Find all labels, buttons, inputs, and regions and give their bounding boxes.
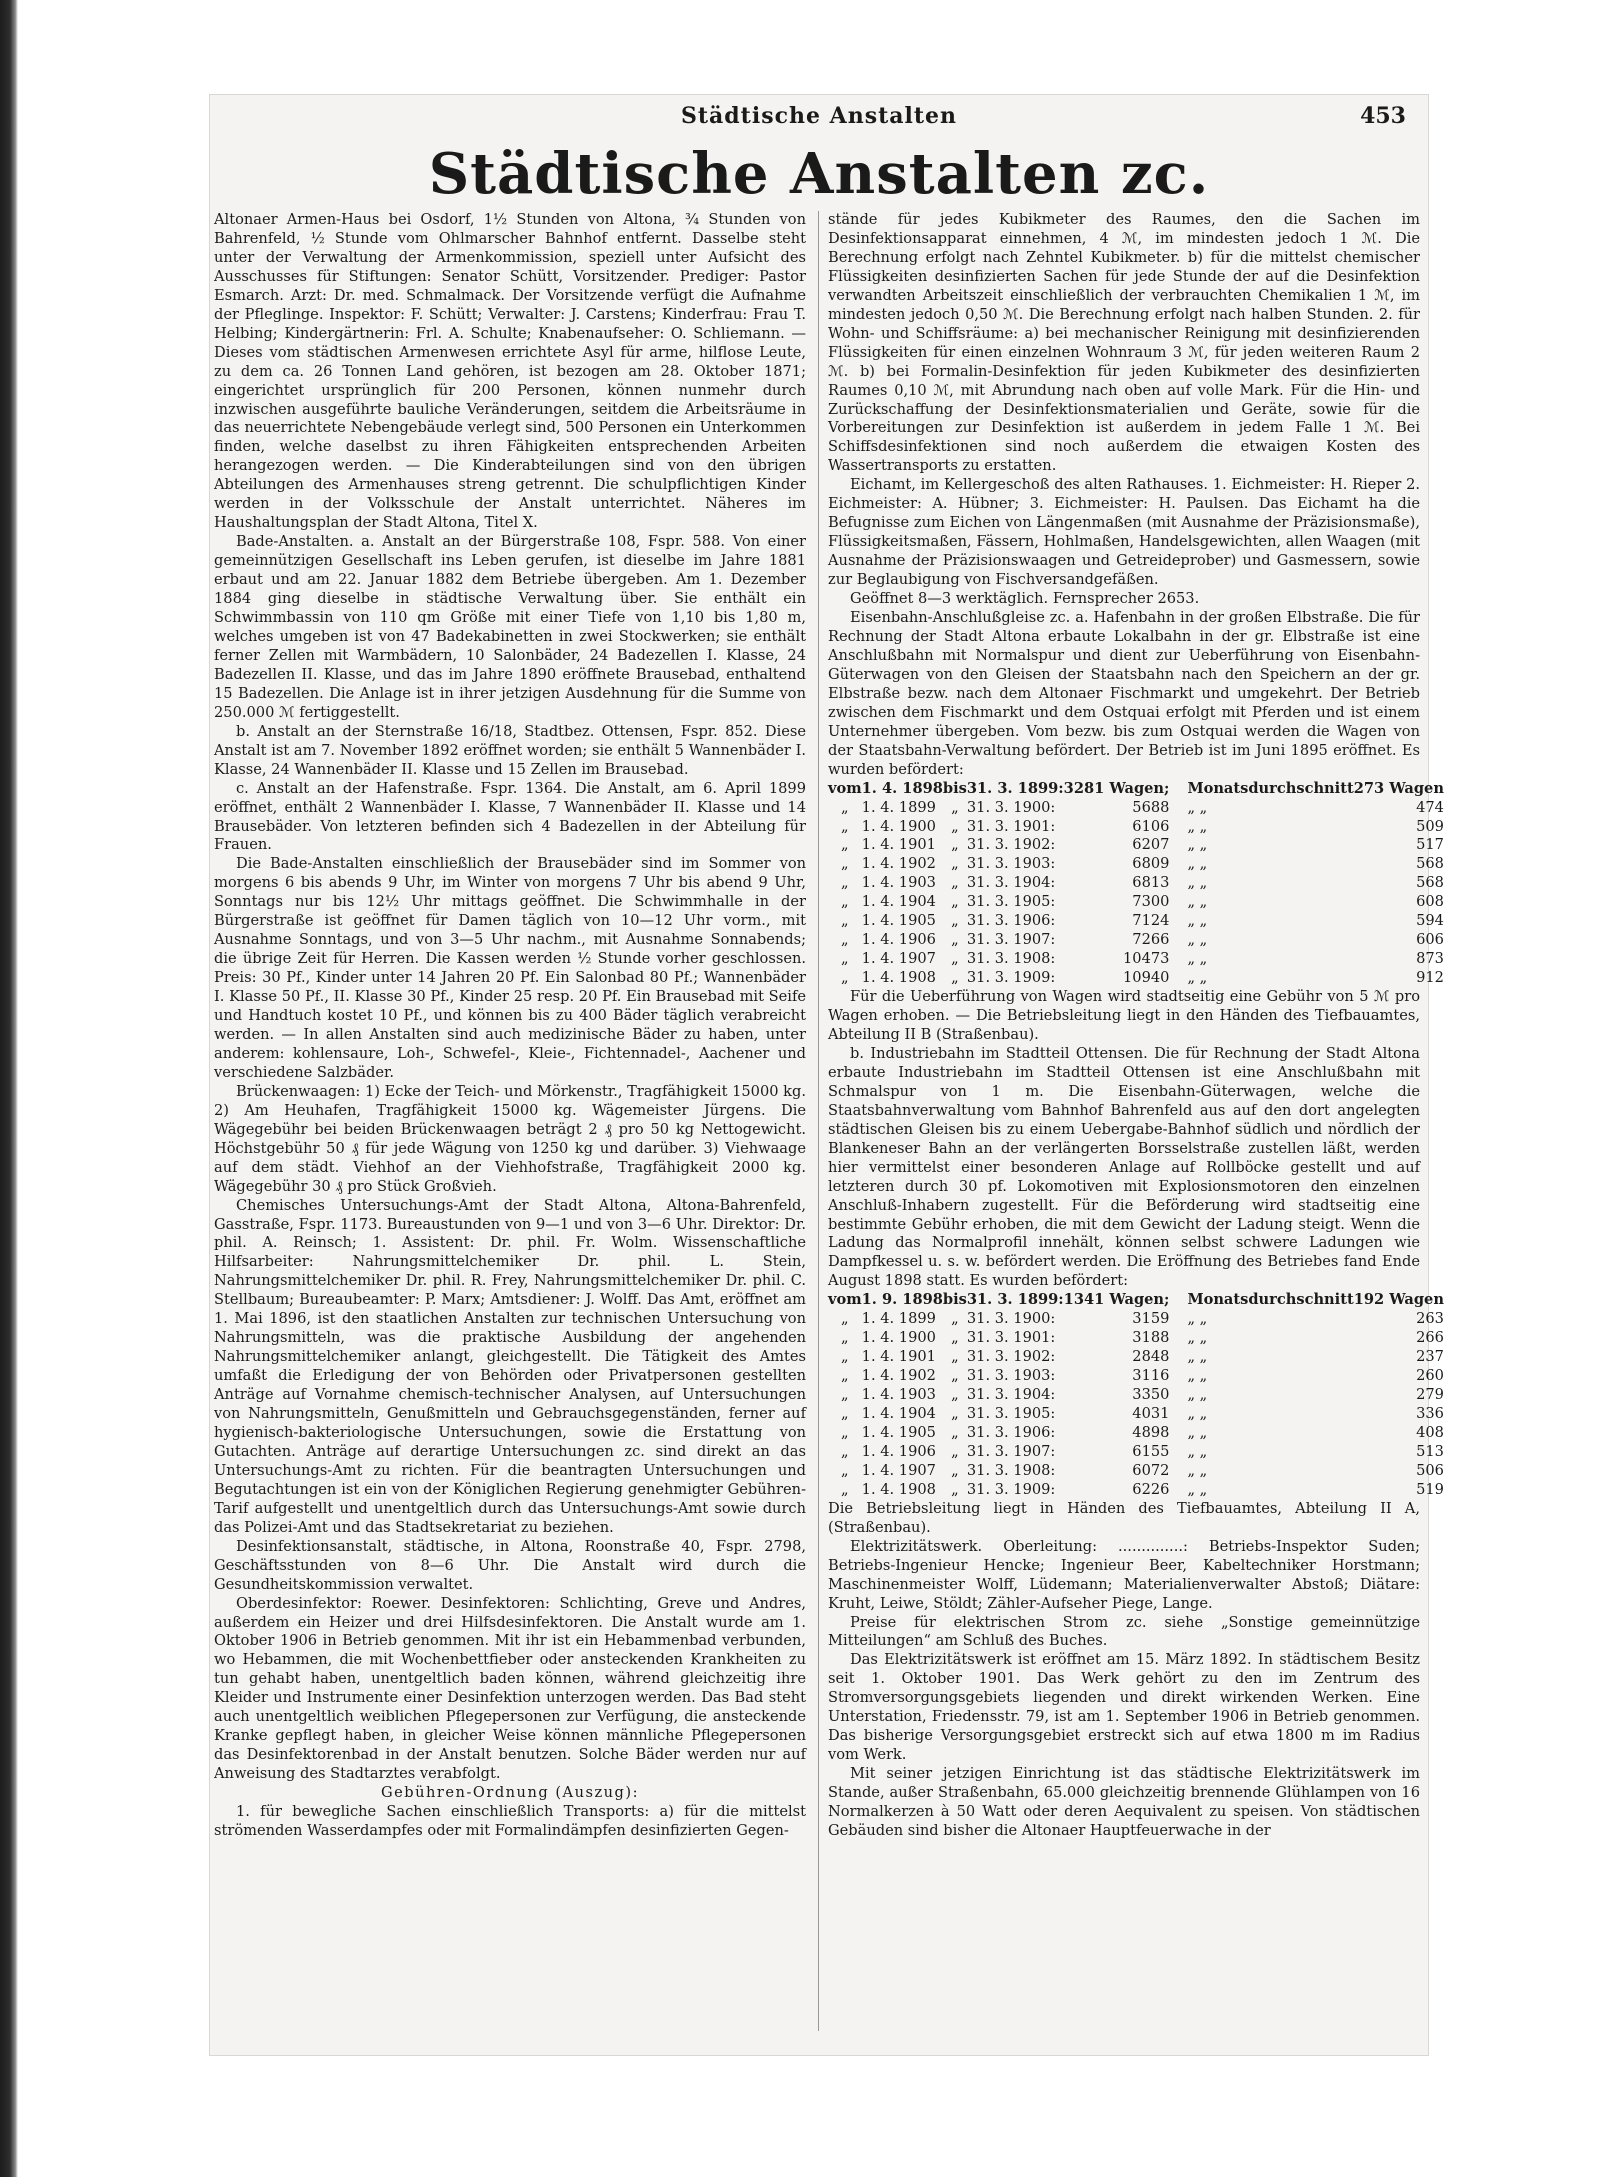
monthly-average-cell: 608 xyxy=(1416,893,1444,911)
wagen-count-cell: 6809 xyxy=(1132,855,1170,873)
date-from-cell: 1. 4. 1899 xyxy=(861,798,936,816)
average-label-cell: Monatsdurchschnitt xyxy=(1187,779,1354,797)
date-to-cell: 31. 3. 1902: xyxy=(966,1348,1056,1366)
date-to-cell: 31. 3. 1902: xyxy=(966,836,1056,854)
quote-mark-cell: „ xyxy=(841,798,849,816)
monthly-average-cell: 513 xyxy=(1416,1442,1444,1460)
table-row xyxy=(828,1405,1458,1424)
monthly-average-cell: 568 xyxy=(1416,874,1444,892)
table-row xyxy=(828,1443,1458,1462)
average-label-cell: „ „ xyxy=(1187,1310,1208,1328)
wagen-count-cell: 3281 Wagen; xyxy=(1063,779,1170,797)
average-label-cell: „ „ xyxy=(1187,1442,1208,1460)
bis-cell: „ xyxy=(951,798,959,816)
page-number: 453 xyxy=(1360,103,1406,129)
monthly-average-cell: 506 xyxy=(1416,1461,1444,1479)
wagen-count-cell: 6207 xyxy=(1132,836,1170,854)
monthly-average-cell: 873 xyxy=(1416,950,1444,968)
date-to-cell: 31. 3. 1908: xyxy=(966,950,1056,968)
wagen-count-cell: 6226 xyxy=(1132,1480,1170,1498)
right-column xyxy=(828,211,1444,2043)
date-from-cell: 1. 4. 1900 xyxy=(861,1329,936,1347)
desinfektionsanstalt-paragraph: Desinfektionsanstalt, städtische, in Altona, Roonstraße 40, Fspr. 2798, Geschäftsstunden von 8—6 Uhr. Die Anstalt wird durch die Gesundheitskommission verwaltet. xyxy=(214,1537,806,1593)
quote-mark-cell: „ xyxy=(841,855,849,873)
date-from-cell: 1. 4. 1906 xyxy=(861,931,936,949)
elektrizitaetswerk-paragraph: Elektrizitätswerk. Oberleitung: ..............: Betriebs-Inspektor Suden; Betriebs-Ingenieur Hencke; Ingenieur Beer, Kabeltechniker Horstmann; Maschinenmeister Wolff, Lüdemann; Materialienverwalter Abstoß; Diätare: Kruht, Leiwe, Stöldt; Zähler-Aufseher Piege, Lange. xyxy=(828,1537,1420,1612)
average-label-cell: „ „ xyxy=(1187,950,1208,968)
table-row xyxy=(828,1462,1458,1481)
date-from-cell: 1. 4. 1900 xyxy=(861,817,936,835)
badeanstalten-c-paragraph: c. Anstalt an der Hafenstraße. Fspr. 1364. Die Anstalt, am 6. April 1899 eröffnet, enthält 2 Wannenbäder I. Klasse, 7 Wannenbäder II. Klasse und 14 Brausebäder. Von letzteren befinden sich 4 Badezellen in der Abteilung für Frauen. xyxy=(214,779,806,854)
table-row xyxy=(828,1348,1458,1367)
bis-cell: bis xyxy=(942,1291,967,1309)
wagen-count-cell: 3116 xyxy=(1132,1367,1170,1385)
monthly-average-cell: 594 xyxy=(1416,912,1444,930)
monthly-average-cell: 192 Wagen xyxy=(1353,1291,1444,1309)
column-divider xyxy=(818,211,819,2031)
monthly-average-cell: 568 xyxy=(1416,855,1444,873)
monthly-average-cell: 408 xyxy=(1416,1424,1444,1441)
average-label-cell: „ „ xyxy=(1187,817,1208,835)
strompreise-paragraph: Preise für elektrischen Strom zc. siehe „Sonstige gemeinnützige Mitteilungen“ am Schluß des Buches. xyxy=(828,1613,1420,1650)
monthly-average-cell: 606 xyxy=(1416,931,1444,949)
industriebahn-table xyxy=(828,1291,1458,1499)
bis-cell: „ xyxy=(951,1461,959,1479)
bis-cell: „ xyxy=(951,1310,959,1328)
table-row xyxy=(828,799,1458,818)
quote-mark-cell: vom xyxy=(828,779,862,797)
average-label-cell: „ „ xyxy=(1187,874,1208,892)
badeanstalten-a-paragraph: Bade-Anstalten. a. Anstalt an der Bürgerstraße 108, Fspr. 588. Von einer gemeinnützigen Gesellschaft ins Leben gerufen, ist dieselbe im Jahre 1881 erbaut und am 22. Januar 1882 dem Betriebe übergeben. Am 1. Dezember 1884 ging dieselbe in städtische Verwaltung über. Sie enthält ein Schwimmbassin von 110 qm Größe mit einer Tiefe von 1,10 bis 1,80 m, welches umgeben ist von 47 Badekabinetten in zwei Stockwerken; sie enthält ferner Zellen mit Warmbädern, 10 Salonbäder, 24 Badezellen I. Klasse, 24 Badezellen II. Klasse, und das im Jahre 1890 eröffnete Brausebad, enthaltend 15 Badezellen. Die Anlage ist in ihrer jetzigen Ausdehnung für die Summe von 250.000 ℳ fertiggestellt. xyxy=(214,533,806,721)
untersuchungsamt-paragraph: Chemisches Untersuchungs-Amt der Stadt Altona, Altona-Bahrenfeld, Gasstraße, Fspr. 1173. Bureaustunden von 9—1 und von 3—6 Uhr. Direktor: Dr. phil. A. Reinsch; 1. Assistent: Dr. phil. Fr. Wolm. Wissenschaftliche Hilfsarbeiter: Nahrungsmittelchemiker Dr. phil. L. Stein, Nahrungsmittelchemiker Dr. phil. R. Frey, Nahrungsmittelchemiker Dr. phil. C. Stellbaum; Bureaubeamter: P. Marx; Amtsdiener: J. Wolff. Das Amt, eröffnet am 1. Mai 1896, ist den staatlichen Anstalten zur technischen Untersuchung von Nahrungsmitteln, was die praktische Ausbildung der angehenden Nahrungsmittelchemiker anlangt, gleichgestellt. Die Tätigkeit des Amtes umfaßt die Erledigung der von Behörden oder Privatpersonen gestellten Anträge auf Vornahme chemisch-technischer Analysen, auf Untersuchungen von Nahrungsmitteln, Genußmitteln und Gebrauchsgegenständen, ferner auf hygienisch-bakteriologische Untersuchungen, sowie die Erstattung von Gutachten. Anträge auf derartige Untersuchungen zc. sind direkt an das Untersuchungs-Amt zu richten. Für die beantragten Untersuchungen und Begutachtungen ist ein von der Königlichen Regierung genehmigter Gebühren-Tarif aufgestellt und unentgeltlich durch das Untersuchungs-Amt sowie durch das Polizei-Amt und das Stadtsekretariat zu beziehen. xyxy=(214,1196,806,1536)
bis-cell: „ xyxy=(951,1480,959,1498)
bis-cell: „ xyxy=(951,874,959,892)
wagen-count-cell: 3350 xyxy=(1132,1386,1170,1404)
wagen-count-cell: 7124 xyxy=(1132,912,1170,930)
desinfektoren-paragraph: Oberdesinfektor: Roewer. Desinfektoren: Schlichting, Greve und Andres, außerdem ein Heizer und drei Hilfsdesinfektoren. Die Anstalt wurde am 1. Oktober 1906 in Betrieb genommen. Mit ihr ist ein Hebammenbad verbunden, wo Hebammen, die mit Wochenbettfieber oder ansteckenden Krankheiten zu tun gehabt haben, unentgeltlich baden können, während gleichzeitig ihre Kleider und Instrumente einer Desinfektion unterzogen werden. Das Bad steht auch unentgeltlich weiblichen Pflegepersonen zur Verfügung, die ansteckende Kranke gepflegt haben, in gleicher Weise können männliche Pflegepersonen das Desinfektorenbad in der Anstalt benutzen. Solche Bäder werden nur auf Anweisung des Stadtarztes verabfolgt. xyxy=(214,1594,806,1783)
date-from-cell: 1. 4. 1908 xyxy=(861,1480,936,1498)
average-label-cell: „ „ xyxy=(1187,1348,1208,1366)
date-to-cell: 31. 3. 1905: xyxy=(966,893,1056,911)
table-row xyxy=(828,1481,1458,1500)
quote-mark-cell: „ xyxy=(841,1480,849,1498)
monthly-average-cell: 273 Wagen xyxy=(1353,779,1444,797)
date-to-cell: 31. 3. 1906: xyxy=(966,912,1056,930)
quote-mark-cell: „ xyxy=(841,969,849,987)
date-to-cell: 31. 3. 1900: xyxy=(966,1310,1056,1328)
bis-cell: „ xyxy=(951,836,959,854)
bis-cell: „ xyxy=(951,1367,959,1385)
average-label-cell: „ „ xyxy=(1187,1329,1208,1347)
table-row xyxy=(828,1291,1458,1310)
wagen-count-cell: 4031 xyxy=(1132,1405,1170,1423)
bis-cell: „ xyxy=(951,950,959,968)
wagen-count-cell: 10940 xyxy=(1123,969,1170,987)
bis-cell: „ xyxy=(951,1329,959,1347)
elektrizitaetswerk-history-paragraph: Das Elektrizitätswerk ist eröffnet am 15. März 1892. In städtischem Besitz seit 1. Oktober 1901. Das Werk gehört zu den im Zentrum des Stromversorgungsgebiets liegenden und direkt wirkenden Werken. Eine Unterstation, Friedensstr. 79, ist am 1. September 1906 in Betrieb genommen. Das bisherige Versorgungsgebiet erstreckt sich auf etwa 1800 m im Radius vom Werk. xyxy=(828,1651,1420,1764)
average-label-cell: „ „ xyxy=(1187,1461,1208,1479)
left-column xyxy=(214,211,806,2043)
quote-mark-cell: „ xyxy=(841,1461,849,1479)
monthly-average-cell: 912 xyxy=(1416,969,1444,987)
wagen-count-cell: 6072 xyxy=(1132,1461,1170,1479)
wagen-count-cell: 7266 xyxy=(1132,931,1170,949)
date-to-cell: 31. 3. 1899: xyxy=(966,779,1064,797)
wagen-count-cell: 1341 Wagen; xyxy=(1063,1291,1170,1309)
bis-cell: „ xyxy=(951,912,959,930)
armenhaus-paragraph: Altonaer Armen-Haus bei Osdorf, 1½ Stunden von Altona, ¾ Stunden von Bahrenfeld, ½ Stunde vom Ohlmarscher Bahnhof entfernt. Dasselbe steht unter der Verwaltung der Armenkommission, speziell unter Aufsicht des Ausschusses für Stiftungen: Senator Schütt, Vorsitzender. Prediger: Pastor Esmarch. Arzt: Dr. med. Schmalmack. Der Vorsitzende verfügt die Aufnahme der Pfleglinge. Inspektor: F. Schütt; Verwalter: J. Carstens; Kinderfrau: Frau T. Helbing; Kindergärtnerin: Frl. A. Schulte; Knabenaufseher: O. Schliemann. — Dieses vom städtischen Armenwesen errichtete Asyl für arme, hilflose Leute, zu dem ca. 26 Tonnen Land gehören, ist bezogen am 28. Oktober 1871; eingerichtet ursprünglich für 200 Personen, können nunmehr durch inzwischen ausgeführte bauliche Veränderungen, seitdem die Arbeitsräume in das neuerrichtete Nebengebäude verlegt sind, 500 Personen ein Unterkommen finden, welche daselbst zu ihren Fähigkeiten entsprechenden Arbeiten herangezogen werden. — Die Kinderabteilungen sind von den übrigen Abteilungen des Armenhauses streng getrennt. Die schulpflichtigen Kinder werden in der Volksschule der Anstalt unterrichtet. Näheres im Haushaltungsplan der Stadt Altona, Titel X. xyxy=(214,211,806,532)
quote-mark-cell: „ xyxy=(841,817,849,835)
quote-mark-cell: „ xyxy=(841,893,849,911)
table-row xyxy=(828,1424,1458,1443)
date-from-cell: 1. 9. 1898 xyxy=(861,1291,943,1309)
average-label-cell: „ „ xyxy=(1187,798,1208,816)
date-from-cell: 1. 4. 1907 xyxy=(861,950,936,968)
date-from-cell: 1. 4. 1899 xyxy=(861,1310,936,1328)
table-row xyxy=(828,818,1458,837)
brueckenwaagen-paragraph: Brückenwaagen: 1) Ecke der Teich- und Mörkenstr., Tragfähigkeit 15000 kg. 2) Am Heuhafen, Tragfähigkeit 15000 kg. Wägemeister Jürgens. Die Wägegebühr bei beiden Brückenwaagen beträgt 2 ₰ pro 50 kg Nettogewicht. Höchstgebühr 50 ₰ für jede Wägung von 1250 kg und darüber. 3) Viehwaage auf dem städt. Viehhof an der Viehhofstraße, Tragfähigkeit 2000 kg. Wägegebühr 30 ₰ pro Stück Großvieh. xyxy=(214,1082,806,1195)
running-head: Städtische Anstalten xyxy=(680,103,958,129)
date-to-cell: 31. 3. 1903: xyxy=(966,855,1056,873)
average-label-cell: „ „ xyxy=(1187,855,1208,873)
monthly-average-cell: 279 xyxy=(1416,1386,1444,1404)
average-label-cell: „ „ xyxy=(1187,1405,1208,1423)
date-from-cell: 1. 4. 1904 xyxy=(861,1405,936,1423)
average-label-cell: „ „ xyxy=(1187,931,1208,949)
table-row xyxy=(828,1329,1458,1348)
table-row xyxy=(828,969,1458,988)
table-row xyxy=(828,1310,1458,1329)
date-from-cell: 1. 4. 1898 xyxy=(861,779,943,797)
industriebahn-leitung: Die Betriebsleitung liegt in Händen des Tiefbauamtes, Abteilung II A, (Straßenbau). xyxy=(828,1499,1420,1536)
average-label-cell: „ „ xyxy=(1187,969,1208,987)
bis-cell: „ xyxy=(951,855,959,873)
average-label-cell: Monatsdurchschnitt xyxy=(1187,1291,1354,1309)
quote-mark-cell: „ xyxy=(841,1329,849,1347)
scan-edge xyxy=(0,0,18,2177)
wagen-count-cell: 6155 xyxy=(1132,1442,1170,1460)
eichamt-hours: Geöffnet 8—3 werktäglich. Fernsprecher 2653. xyxy=(850,590,1200,608)
quote-mark-cell: „ xyxy=(841,1442,849,1460)
date-from-cell: 1. 4. 1908 xyxy=(861,969,936,987)
date-to-cell: 31. 3. 1901: xyxy=(966,1329,1056,1347)
wagen-count-cell: 6106 xyxy=(1132,817,1170,835)
quote-mark-cell: „ xyxy=(841,1424,849,1441)
date-from-cell: 1. 4. 1902 xyxy=(861,1367,936,1385)
quote-mark-cell: „ xyxy=(841,931,849,949)
bis-cell: „ xyxy=(951,1348,959,1366)
page-title: Städtische Anstalten zc. xyxy=(428,141,1210,207)
date-to-cell: 31. 3. 1907: xyxy=(966,1442,1056,1460)
date-from-cell: 1. 4. 1903 xyxy=(861,874,936,892)
bis-cell: „ xyxy=(951,1386,959,1404)
bis-cell: „ xyxy=(951,1442,959,1460)
date-to-cell: 31. 3. 1904: xyxy=(966,874,1056,892)
monthly-average-cell: 517 xyxy=(1416,836,1444,854)
monthly-average-cell: 519 xyxy=(1416,1480,1444,1498)
date-to-cell: 31. 3. 1900: xyxy=(966,798,1056,816)
bis-cell: „ xyxy=(951,931,959,949)
quote-mark-cell: „ xyxy=(841,836,849,854)
badeanstalten-b-paragraph: b. Anstalt an der Sternstraße 16/18, Stadtbez. Ottensen, Fspr. 852. Diese Anstalt ist am 7. November 1892 eröffnet worden; sie enthält 5 Wannenbäder I. Klasse, 24 Wannenbäder II. Klasse und 15 Zellen im Brausebad. xyxy=(214,722,806,778)
bis-cell: bis xyxy=(942,779,967,797)
wagen-count-cell: 2848 xyxy=(1132,1348,1170,1366)
table-row xyxy=(828,1386,1458,1405)
gebuehren-paragraph: 1. für bewegliche Sachen einschließlich Transports: a) für die mittelst strömenden Wasserdampfes oder mit Formalindämpfen desinfizierten Gegen- xyxy=(214,1803,806,1840)
date-to-cell: 31. 3. 1908: xyxy=(966,1461,1056,1479)
table-row xyxy=(828,855,1458,874)
bis-cell: „ xyxy=(951,893,959,911)
monthly-average-cell: 474 xyxy=(1416,798,1444,816)
wagen-count-cell: 4898 xyxy=(1132,1424,1170,1441)
monthly-average-cell: 260 xyxy=(1416,1367,1444,1385)
wagen-count-cell: 3159 xyxy=(1132,1310,1170,1328)
average-label-cell: „ „ xyxy=(1187,1386,1208,1404)
bis-cell: „ xyxy=(951,1424,959,1441)
quote-mark-cell: „ xyxy=(841,1310,849,1328)
bis-cell: „ xyxy=(951,1405,959,1423)
hafenbahn-table xyxy=(828,780,1458,988)
wagen-count-cell: 3188 xyxy=(1132,1329,1170,1347)
quote-mark-cell: „ xyxy=(841,1386,849,1404)
date-from-cell: 1. 4. 1901 xyxy=(861,836,936,854)
table-row xyxy=(828,836,1458,855)
quote-mark-cell: „ xyxy=(841,912,849,930)
date-from-cell: 1. 4. 1906 xyxy=(861,1442,936,1460)
table-row xyxy=(828,1367,1458,1386)
quote-mark-cell: „ xyxy=(841,1348,849,1366)
hafenbahn-paragraph: Eisenbahn-Anschlußgleise zc. a. Hafenbahn in der großen Elbstraße. Die für Rechnung der Stadt Altona erbaute Lokalbahn in der gr. Elbstraße ist eine Anschlußbahn mit Normalspur und dient zur Ueberführung von Eisenbahn-Güterwagen von den Gleisen der Staatsbahn nach den Speichern an der gr. Elbstraße bezw. nach dem Altonaer Fischmarkt und umgekehrt. Der Betrieb zwischen dem Fischmarkt und dem Ostquai erfolgt mit Pferden und ist einem Unternehmer übergeben. Vom bezw. bis zum Ostquai werden die Wagen von der Staatsbahn-Verwaltung befördert. Der Betrieb ist im Juni 1895 eröffnet. Es wurden befördert: xyxy=(828,609,1420,778)
table-row xyxy=(828,780,1458,799)
date-from-cell: 1. 4. 1902 xyxy=(861,855,936,873)
date-to-cell: 31. 3. 1906: xyxy=(966,1424,1056,1441)
gebuehren-heading: Gebühren-Ordnung (Auszug): xyxy=(381,1784,639,1802)
date-to-cell: 31. 3. 1909: xyxy=(966,969,1056,987)
date-to-cell: 31. 3. 1901: xyxy=(966,817,1056,835)
table-row xyxy=(828,893,1458,912)
date-from-cell: 1. 4. 1905 xyxy=(861,1424,936,1441)
quote-mark-cell: „ xyxy=(841,1367,849,1385)
badezeiten-paragraph: Die Bade-Anstalten einschließlich der Brausebäder sind im Sommer von morgens 6 bis abends 9 Uhr, im Winter von morgens 7 Uhr bis abend 9 Uhr, Sonntags nur bis 12½ Uhr mittags geöffnet. Die Schwimmhalle in der Bürgerstraße ist geöffnet für Damen täglich von 10—12 Uhr vorm., mit Ausnahme Sonntags, und von 3—5 Uhr nachm., mit Ausnahme Sonnabends; die übrige Zeit für Herren. Die Kassen werden ½ Stunde vorher geschlossen. Preis: 30 Pf., Kinder unter 14 Jahren 20 Pf. Ein Salonbad 80 Pf.; Wannenbäder I. Klasse 50 Pf., II. Klasse 30 Pf., Kinder 25 resp. 20 Pf. Ein Brausebad mit Seife und Handtuch kostet 10 Pf., und können bis zu 400 Bäder täglich verabreicht werden. — In allen Anstalten sind auch medizinische Bäder zu haben, unter anderem: kohlensaure, Loh-, Schwefel-, Kleie-, Fichtennadel-, Aachener und verschiedene Salzbäder. xyxy=(214,855,806,1081)
date-to-cell: 31. 3. 1907: xyxy=(966,931,1056,949)
table-row xyxy=(828,874,1458,893)
quote-mark-cell: vom xyxy=(828,1291,862,1309)
monthly-average-cell: 266 xyxy=(1416,1329,1444,1347)
quote-mark-cell: „ xyxy=(841,1405,849,1423)
monthly-average-cell: 509 xyxy=(1416,817,1444,835)
document-page xyxy=(210,95,1444,2055)
date-to-cell: 31. 3. 1905: xyxy=(966,1405,1056,1423)
monthly-average-cell: 336 xyxy=(1416,1405,1444,1423)
average-label-cell: „ „ xyxy=(1187,912,1208,930)
table-row xyxy=(828,931,1458,950)
date-from-cell: 1. 4. 1907 xyxy=(861,1461,936,1479)
average-label-cell: „ „ xyxy=(1187,1480,1208,1498)
date-from-cell: 1. 4. 1905 xyxy=(861,912,936,930)
table-row xyxy=(828,950,1458,969)
average-label-cell: „ „ xyxy=(1187,893,1208,911)
quote-mark-cell: „ xyxy=(841,950,849,968)
gebuehren-continued-paragraph: stände für jedes Kubikmeter des Raumes, den die Sachen im Desinfektionsapparat einnehmen, 4 ℳ, im mindesten jedoch 1 ℳ. Die Berechnung erfolgt nach Zehntel Kubikmeter. b) für die mittelst chemischer Flüssigkeiten desinfizierten Sachen für jede Stunde der auf die Desinfektion verwandten Arbeitszeit einschließlich der verbrauchten Chemikalien 1 ℳ, im mindesten jedoch 0,50 ℳ. Die Berechnung erfolgt nach halben Stunden. 2. für Wohn- und Schiffsräume: a) bei mechanischer Reinigung mit desinfizierenden Flüssigkeiten für einen einzelnen Wohnraum 3 ℳ, für jeden weiteren Raum 2 ℳ. b) bei Formalin-Desinfektion für jeden Kubikmeter des desinfizierten Raumes 0,10 ℳ, mit Abrundung nach oben auf volle Mark. Für die Hin- und Zurückschaffung der Desinfektionsmaterialien und Geräte, sowie für die Vorbereitungen zur Desinfektion ist außerdem in jedem Falle 1 ℳ. Bei Schiffsdesinfektionen sind noch außerdem die etwaigen Kosten des Wassertransports zu erstatten. xyxy=(828,211,1420,475)
quote-mark-cell: „ xyxy=(841,874,849,892)
average-label-cell: „ „ xyxy=(1187,1367,1208,1385)
date-from-cell: 1. 4. 1903 xyxy=(861,1386,936,1404)
eichamt-paragraph: Eichamt, im Kellergeschoß des alten Rathauses. 1. Eichmeister: H. Rieper 2. Eichmeister: A. Hübner; 3. Eichmeister: H. Paulsen. Das Eichamt ha die Befugnisse zum Eichen von Längenmaßen (mit Ausnahme der Präzisionsmaße), Flüssigkeitsmaßen, Fässern, Hohlmaßen, Handelsgewichten, allen Waagen (mit Ausnahme der Präzisionswaagen und Getreideprober) und Gasmessern, sowie zur Beglaubigung von Fischversandgefäßen. xyxy=(828,476,1420,589)
table-row xyxy=(828,912,1458,931)
hafenbahn-fee-paragraph: Für die Ueberführung von Wagen wird stadtseitig eine Gebühr von 5 ℳ pro Wagen erhoben. — Die Betriebsleitung liegt in den Händen des Tiefbauamtes, Abteilung II B (Straßenbau). xyxy=(828,988,1420,1043)
wagen-count-cell: 5688 xyxy=(1132,798,1170,816)
wagen-count-cell: 10473 xyxy=(1123,950,1170,968)
date-from-cell: 1. 4. 1901 xyxy=(861,1348,936,1366)
monthly-average-cell: 237 xyxy=(1416,1348,1444,1366)
wagen-count-cell: 6813 xyxy=(1132,874,1170,892)
elektrizitaetswerk-capacity-paragraph: Mit seiner jetzigen Einrichtung ist das städtische Elektrizitätswerk im Stande, außer Straßenbahn, 65.000 gleichzeitig brennende Glühlampen von 16 Normalkerzen à 50 Watt oder deren Aequivalent zu speisen. Von städtischen Gebäuden sind bisher die Altonaer Hauptfeuerwache in der xyxy=(828,1765,1420,1840)
average-label-cell: „ „ xyxy=(1187,836,1208,854)
bis-cell: „ xyxy=(951,969,959,987)
date-to-cell: 31. 3. 1909: xyxy=(966,1480,1056,1498)
date-to-cell: 31. 3. 1899: xyxy=(966,1291,1064,1309)
date-to-cell: 31. 3. 1904: xyxy=(966,1386,1056,1404)
average-label-cell: „ „ xyxy=(1187,1424,1208,1441)
date-to-cell: 31. 3. 1903: xyxy=(966,1367,1056,1385)
monthly-average-cell: 263 xyxy=(1416,1310,1444,1328)
bis-cell: „ xyxy=(951,817,959,835)
wagen-count-cell: 7300 xyxy=(1132,893,1170,911)
industriebahn-paragraph: b. Industriebahn im Stadtteil Ottensen. Die für Rechnung der Stadt Altona erbaute Industriebahn im Stadtteil Ottensen ist eine Anschlußbahn mit Schmalspur von 1 m. Die Eisenbahn-Güterwagen, welche die Staatsbahnverwaltung vom Bahnhof Bahrenfeld aus auf den dort angelegten städtischen Gleisen bis zu einem Uebergabe-Bahnhof südlich und nördlich der Blankeneser Bahn an der verlängerten Borsselstraße zustellen läßt, werden hier vermittelst einer besonderen Anlage auf Rollböcke gestellt und auf letzteren durch 30 pf. Lokomotiven mit Explosionsmotoren den einzelnen Anschluß-Inhabern zugestellt. Für die Beförderung wird stadtseitig eine bestimmte Gebühr erhoben, die mit dem Gewicht der Ladung steigt. Wenn die Ladung das Normalprofil innehält, können selbst schwere Ladungen wie Dampfkessel u. s. w. befördert werden. Die Eröffnung des Betriebes fand Ende August 1898 statt. Es wurden befördert: xyxy=(828,1044,1420,1290)
date-from-cell: 1. 4. 1904 xyxy=(861,893,936,911)
